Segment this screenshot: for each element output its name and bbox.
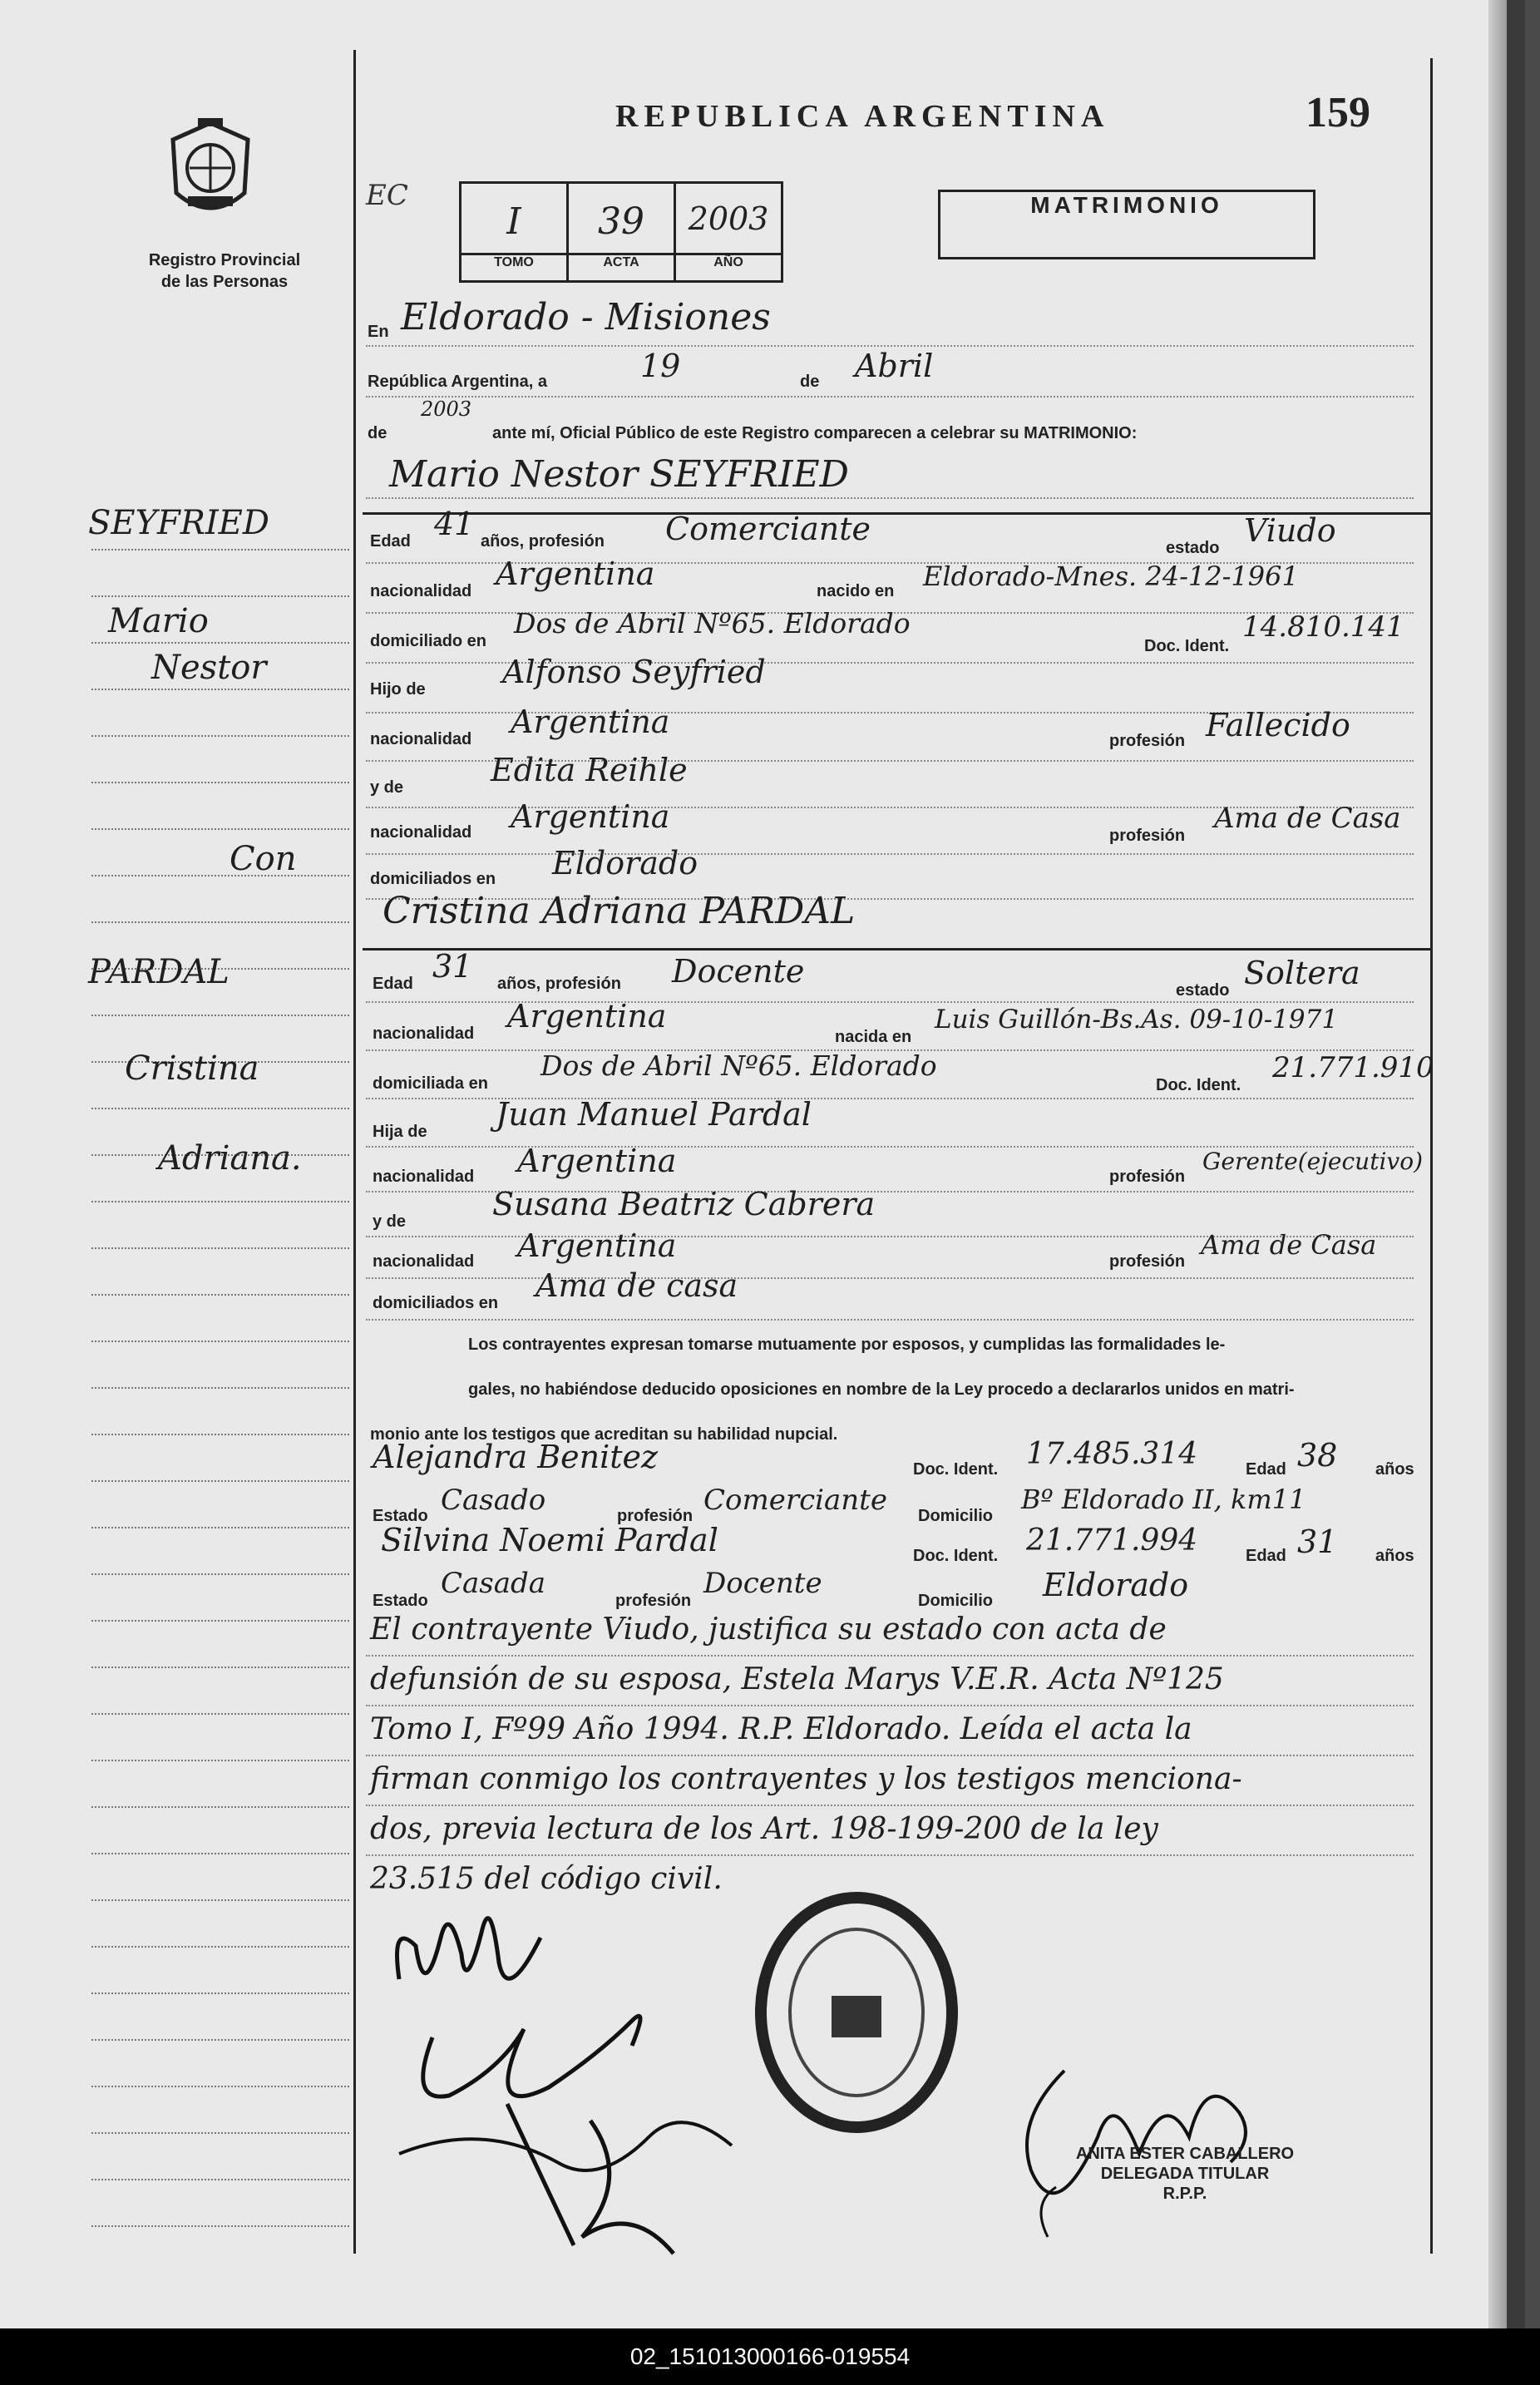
margin-connector: Con [230,840,297,878]
de-year-label: de [368,424,387,442]
witness2-domicilio-label: Domicilio [918,1592,994,1610]
margin-rule-line [91,1108,349,1110]
bride-section-top [363,948,1430,951]
margin-rule-line [91,1015,349,1017]
margin-rule-line [91,1247,349,1250]
margin-given-1a: Mario [108,602,209,640]
acta-cell [569,184,676,280]
note-line-1: El contrayente Viudo, justifica su estado con acta de [370,1612,1167,1647]
scan-caption: 02_151013000166-019554 [0,2328,1540,2385]
country-title: REPUBLICA ARGENTINA [615,99,1110,134]
margin-rule-line [91,1387,349,1390]
groom-nacionalidad-label: nacionalidad [370,582,472,600]
margin-surname-2: PARDAL [88,953,230,991]
document-type: MATRIMONIO [938,190,1315,259]
groom-edad-value: 41 [434,506,475,542]
witness2-profesion-value: Docente [703,1567,822,1600]
margin-rule-line [91,689,349,691]
witness2-estado-label: Estado [373,1592,428,1610]
bride-edad-value: 31 [432,948,473,985]
groom-mother-value: Edita Reihle [491,752,688,788]
margin-rule-line [91,1806,349,1809]
stamp-line-3: R.P.P. [1162,2185,1207,2203]
bride-parents-dom-label: domiciliados en [373,1294,499,1312]
bride-mother-nac-label: nacionalidad [373,1252,475,1271]
stamp-line-2: DELEGADA TITULAR [1100,2165,1270,2183]
bride-nacionalidad-label: nacionalidad [373,1025,475,1043]
registry-name [125,249,324,293]
acta-label: ACTA [569,253,674,280]
groom-father-nac-value: Argentina [511,704,670,740]
margin-given-2a: Cristina [125,1049,259,1088]
republica-label: República Argentina, a [368,373,547,391]
witness2-name: Silvina Noemi Pardal [381,1522,718,1558]
margin-rule-line [91,1946,349,1948]
margin-rule-line [91,921,349,924]
witness1-domicilio-value: Bº Eldorado II, km11 [1021,1484,1306,1515]
margin-rule-line [91,1713,349,1716]
margin-rule-line [91,1853,349,1855]
margin-rule-line [91,1667,349,1669]
tomo-cell [462,184,569,280]
body-rule-line [366,1319,1414,1321]
margin-rule-line [91,1992,349,1995]
witness1-anos-label: años [1375,1460,1414,1479]
registry-line-1: Registro Provincial [148,251,301,269]
witness1-estado-label: Estado [373,1507,428,1525]
bride-father-prof-value: Gerente(ejecutivo) [1202,1148,1424,1175]
de-label: de [800,373,820,391]
bride-profesion-label: años, profesión [497,975,621,993]
margin-rule-line [91,2179,349,2181]
volume-record-box [459,181,783,283]
margin-given-2b: Adriana. [158,1139,302,1178]
body-rule-line [366,497,1414,500]
groom-doc-label: Doc. Ident. [1144,637,1230,655]
bride-profesion-value: Docente [672,953,805,990]
groom-mother-prof-value: Ama de Casa [1214,802,1401,835]
groom-father-prof-value: Fallecido [1206,707,1350,743]
witness1-doc-label: Doc. Ident. [913,1460,999,1479]
witness2-estado-value: Casada [441,1567,546,1600]
groom-father-prof-label: profesión [1109,732,1186,750]
witness1-domicilio-label: Domicilio [918,1507,994,1525]
bride-mother-prof-label: profesión [1109,1252,1186,1271]
margin-rule-line [91,1294,349,1296]
groom-father-label: Hijo de [370,680,426,699]
bride-mother-nac-value: Argentina [517,1227,677,1264]
bride-mother-value: Susana Beatriz Cabrera [492,1186,876,1222]
margin-given-1b: Nestor [151,649,267,687]
en-label: En [368,323,389,341]
margin-rule-line [91,1201,349,1203]
groom-parents-dom-value: Eldorado [552,845,698,881]
bride-mother-prof-value: Ama de Casa [1201,1229,1377,1261]
witness2-domicilio-value: Eldorado [1043,1567,1189,1603]
groom-profesion-value: Comerciante [665,511,871,547]
bride-father-prof-label: profesión [1109,1168,1186,1186]
declaration-line-3: monio ante los testigos que acreditan su habilidad nupcial. [370,1425,838,1444]
groom-domicilio-label: domiciliado en [370,632,487,650]
witness1-edad-label: Edad [1246,1460,1286,1479]
margin-rule-line [91,782,349,784]
margin-rule-line [91,1760,349,1762]
witness1-estado-value: Casado [441,1484,546,1517]
margin-surname-1: SEYFRIED [88,504,269,542]
margin-rule-line [91,1527,349,1529]
bride-estado-label: estado [1176,981,1230,1000]
groom-estado-value: Viudo [1244,512,1336,549]
bride-father-label: Hija de [373,1123,427,1141]
margin-rule-line [91,2132,349,2135]
note-line-6: 23.515 del código civil. [370,1862,723,1896]
bride-domicilio-label: domiciliada en [373,1074,488,1093]
year-value: 2003 [421,398,472,421]
groom-mother-nac-label: nacionalidad [370,823,472,842]
acta-value: 39 [598,200,644,243]
ec-mark: EC [366,179,408,212]
margin-rule-line [91,2086,349,2088]
margin-rule-line [91,1480,349,1483]
margin-rule-line [91,828,349,831]
bride-doc-label: Doc. Ident. [1156,1076,1241,1094]
bride-edad-label: Edad [373,975,413,993]
page-number: 159 [1306,89,1370,136]
note-line-3: Tomo I, Fº99 Año 1994. R.P. Eldorado. Leída el acta la [370,1712,1192,1746]
margin-rule-line [91,1434,349,1436]
note-line-5: dos, previa lectura de los Art. 198-199-200 de la ley [370,1812,1158,1846]
ante-text: ante mí, Oficial Público de este Registro comparecen a celebrar su MATRIMONIO: [492,424,1138,442]
body-rule-line [366,1277,1414,1280]
bride-father-value: Juan Manuel Pardal [496,1096,812,1133]
signatures-drawing [383,1888,765,2279]
bride-domicilio-value: Dos de Abril Nº65. Eldorado [540,1049,937,1082]
groom-nacido-label: nacido en [817,582,895,600]
groom-full-name: Mario Nestor SEYFRIED [389,453,849,496]
official-seal-icon [748,1888,965,2137]
bride-parents-dom-value: Ama de casa [536,1267,738,1304]
witness1-name: Alejandra Benitez [373,1439,659,1475]
margin-rule-line [91,1341,349,1343]
bride-doc-value: 21.771.910 [1272,1051,1434,1084]
margin-rule-line [91,1899,349,1902]
bride-estado-value: Soltera [1244,955,1360,991]
bride-nacionalidad-value: Argentina [507,998,667,1034]
witness1-profesion-label: profesión [617,1507,693,1525]
groom-profesion-label: años, profesión [481,532,605,551]
groom-edad-label: Edad [370,532,411,551]
witness2-doc-label: Doc. Ident. [913,1547,999,1565]
witness2-profesion-label: profesión [615,1592,692,1610]
registrar-stamp [1052,2144,1318,2204]
groom-mother-nac-value: Argentina [511,798,670,835]
registry-line-2: de las Personas [160,273,289,291]
ano-value: 2003 [688,200,769,237]
margin-rule-line [91,2225,349,2228]
margin-divider [353,50,356,2254]
witness1-doc-value: 17.485.314 [1026,1437,1198,1471]
groom-mother-prof-label: profesión [1109,827,1186,845]
bride-nacida-value: Luis Guillón-Bs.As. 09-10-1971 [935,1005,1339,1034]
margin-rule-line [91,1620,349,1622]
book-edge [1488,0,1507,2328]
groom-father-nac-label: nacionalidad [370,730,472,748]
groom-mother-label: y de [370,778,404,797]
ano-cell [676,184,781,280]
declaration-line-2: gales, no habiéndose deducido oposiciones en nombre de la Ley procedo a declararlos unidos en matri- [468,1380,1295,1399]
margin-rule-line [91,642,349,644]
declaration-text [370,1322,1422,1457]
witness2-anos-label: años [1375,1547,1414,1565]
witness2-doc-value: 21.771.994 [1026,1523,1198,1558]
witness1-profesion-value: Comerciante [703,1484,887,1517]
body-rule-line [366,853,1414,856]
ano-label: AÑO [676,253,781,280]
bride-father-nac-value: Argentina [517,1143,677,1179]
bride-mother-label: y de [373,1212,407,1231]
margin-rule-line [91,875,349,877]
witness2-edad-label: Edad [1246,1547,1286,1565]
tomo-label: TOMO [462,253,566,280]
body-rule-line [366,396,1414,398]
provincial-seal-icon [165,116,256,225]
note-line-2: defunsión de su esposa, Estela Marys V.E.R. Acta Nº125 [370,1662,1224,1696]
bride-nacida-label: nacida en [835,1028,912,1046]
witness1-edad-value: 38 [1297,1437,1338,1474]
month-value: Abril [855,348,934,384]
handwritten-note [370,1605,1422,1904]
tomo-value: I [506,200,521,243]
groom-nacido-value: Eldorado-Mnes. 24-12-1961 [923,560,1299,592]
margin-rule-line [91,549,349,551]
groom-father-value: Alfonso Seyfried [502,654,766,690]
margin-rule-line [91,595,349,598]
groom-doc-value: 14.810.141 [1242,610,1404,644]
witness2-edad-value: 31 [1297,1523,1338,1560]
margin-rule-line [91,1573,349,1576]
day-value: 19 [640,348,681,384]
stamp-line-1: ANITA ESTER CABALLERO [1075,2145,1295,2163]
bride-father-nac-label: nacionalidad [373,1168,475,1186]
note-line-4: firman conmigo los contrayentes y los testigos menciona- [370,1762,1242,1796]
place-value: Eldorado - Misiones [401,296,771,338]
groom-domicilio-value: Dos de Abril Nº65. Eldorado [514,607,911,639]
groom-estado-label: estado [1166,539,1220,557]
margin-rule-line [91,735,349,738]
groom-nacionalidad-value: Argentina [496,556,655,592]
declaration-line-1: Los contrayentes expresan tomarse mutuamente por esposos, y cumplidas las formalidades le- [468,1336,1226,1354]
right-border [1430,58,1433,2254]
bride-full-name: Cristina Adriana PARDAL [383,890,856,932]
margin-rule-line [91,2039,349,2042]
groom-parents-dom-label: domiciliados en [370,870,496,888]
